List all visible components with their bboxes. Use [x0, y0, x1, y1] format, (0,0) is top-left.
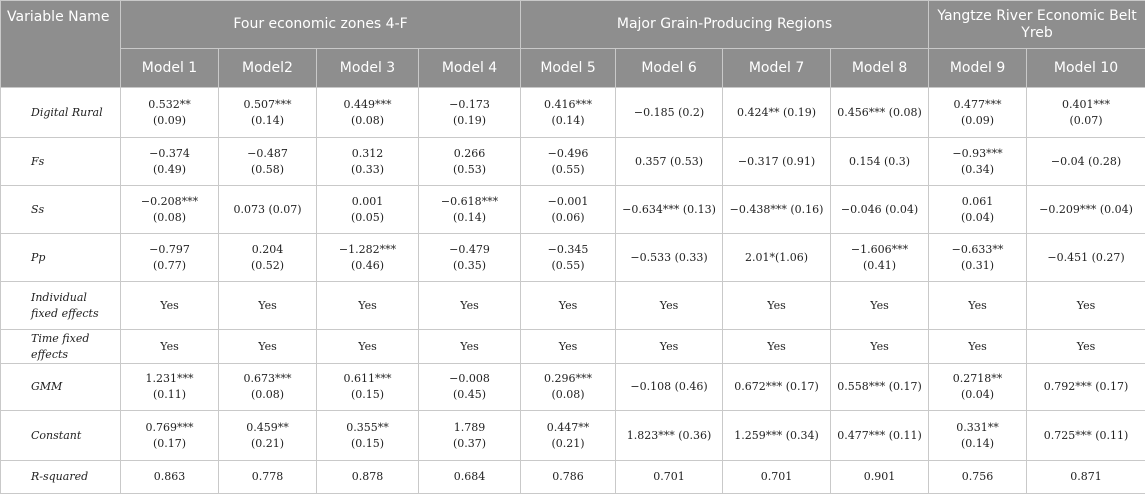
cell-value: 1.823*** (0.36) — [627, 429, 712, 442]
cell-value: 0.532** (0.09) — [148, 98, 191, 127]
cell-value: 0.312 (0.33) — [351, 147, 384, 176]
row-label — [1, 364, 121, 411]
cell-value: 1.259*** (0.34) — [734, 429, 819, 442]
table-cell — [317, 411, 419, 461]
cell-value: −0.208*** (0.08) — [141, 195, 198, 224]
cell-value: −0.185 (0.2) — [634, 106, 704, 119]
table-cell — [831, 138, 929, 186]
row-label-text: Digital Rural — [31, 105, 103, 121]
table-row — [1, 330, 1145, 364]
table-row — [1, 138, 1145, 186]
table-row — [1, 411, 1145, 461]
table-cell — [419, 88, 521, 138]
cell-value: 0.449*** (0.08) — [344, 98, 392, 127]
cell-value: 0.296*** (0.08) — [544, 372, 592, 401]
table-cell — [831, 186, 929, 234]
cell-value: 0.477*** (0.11) — [837, 429, 922, 442]
row-label-text: Individual fixed effects — [31, 290, 111, 322]
cell-value: 0.204 (0.52) — [251, 243, 284, 272]
row-label-text: GMM — [31, 379, 62, 395]
table-cell — [219, 330, 317, 364]
cell-value: Yes — [660, 299, 678, 312]
table-cell — [219, 234, 317, 282]
cell-value: 0.672*** (0.17) — [734, 380, 819, 393]
table-cell — [419, 186, 521, 234]
model-header: Model 3 — [317, 49, 419, 88]
cell-value: −0.04 (0.28) — [1051, 155, 1121, 168]
cell-value: −0.046 (0.04) — [841, 203, 918, 216]
cell-value: 2.01*(1.06) — [745, 251, 808, 264]
table-cell — [219, 88, 317, 138]
row-label-text: Fs — [31, 154, 44, 170]
row-label-text: Ss — [31, 202, 44, 218]
table-cell — [121, 282, 219, 330]
row-label — [1, 88, 121, 138]
cell-value: 0.684 — [454, 470, 486, 483]
table-cell — [419, 138, 521, 186]
model-header: Model 7 — [723, 49, 831, 88]
table-cell — [929, 138, 1027, 186]
cell-value: 0.357 (0.53) — [635, 155, 703, 168]
table-cell — [317, 364, 419, 411]
table-cell — [521, 138, 616, 186]
table-cell — [1027, 186, 1145, 234]
cell-value: −0.633** (0.31) — [952, 243, 1004, 272]
cell-value: 0.769*** (0.17) — [146, 421, 194, 450]
cell-value: 0.424** (0.19) — [737, 106, 816, 119]
table-cell — [219, 138, 317, 186]
table-cell — [929, 330, 1027, 364]
cell-value: 0.756 — [962, 470, 994, 483]
group-header-yangtze: Yangtze River Economic Belt Yreb — [929, 1, 1145, 49]
table-cell — [723, 138, 831, 186]
row-label — [1, 282, 121, 330]
table-cell — [521, 330, 616, 364]
table-cell — [616, 234, 723, 282]
cell-value: 0.901 — [864, 470, 896, 483]
table-cell — [616, 138, 723, 186]
table-cell — [723, 88, 831, 138]
table-cell — [521, 364, 616, 411]
table-cell — [616, 364, 723, 411]
model-header: Model 10 — [1027, 49, 1145, 88]
model-header: Model 8 — [831, 49, 929, 88]
cell-value: Yes — [559, 299, 577, 312]
cell-value: −0.451 (0.27) — [1047, 251, 1124, 264]
cell-value: −0.496 (0.55) — [548, 147, 589, 176]
table-row — [1, 282, 1145, 330]
table-cell — [1027, 411, 1145, 461]
cell-value: 0.477*** (0.09) — [954, 98, 1002, 127]
cell-value: 0.061 (0.04) — [961, 195, 994, 224]
table-cell — [419, 282, 521, 330]
table-cell — [929, 282, 1027, 330]
cell-value: 0.447** (0.21) — [547, 421, 590, 450]
cell-value: 0.701 — [653, 470, 685, 483]
variable-name-header: Variable Name — [1, 1, 121, 88]
table-body — [1, 88, 1145, 494]
cell-value: 0.459** (0.21) — [246, 421, 289, 450]
table-cell — [723, 282, 831, 330]
model-header: Model 5 — [521, 49, 616, 88]
table-cell — [219, 186, 317, 234]
cell-value: 0.355** (0.15) — [346, 421, 389, 450]
cell-value: Yes — [767, 299, 785, 312]
cell-value: Yes — [258, 299, 276, 312]
row-label — [1, 138, 121, 186]
table-cell — [616, 186, 723, 234]
cell-value: 0.2718** (0.04) — [953, 372, 1003, 401]
group-header-grain-regions: Major Grain-Producing Regions — [521, 1, 929, 49]
cell-value: Yes — [160, 340, 178, 353]
table-cell — [1027, 330, 1145, 364]
cell-value: 0.456*** (0.08) — [837, 106, 922, 119]
cell-value: 0.611*** (0.15) — [344, 372, 392, 401]
row-label-text: Constant — [31, 428, 81, 444]
cell-value: Yes — [767, 340, 785, 353]
table-cell — [419, 234, 521, 282]
header-group-row — [1, 1, 1145, 49]
cell-value: 0.863 — [154, 470, 186, 483]
table-cell — [121, 138, 219, 186]
table-cell — [419, 364, 521, 411]
table-cell — [616, 411, 723, 461]
cell-value: Yes — [870, 340, 888, 353]
cell-value: 0.401*** (0.07) — [1062, 98, 1110, 127]
cell-value: −0.797 (0.77) — [149, 243, 190, 272]
table-cell — [831, 364, 929, 411]
model-header: Model2 — [219, 49, 317, 88]
table-cell — [419, 411, 521, 461]
row-label-text: Time fixed effects — [31, 331, 111, 363]
cell-value: −0.487 (0.58) — [247, 147, 288, 176]
cell-value: 0.331** (0.14) — [956, 421, 999, 450]
cell-value: Yes — [358, 340, 376, 353]
table-cell — [1027, 88, 1145, 138]
cell-value: Yes — [258, 340, 276, 353]
cell-value: 0.778 — [252, 470, 284, 483]
cell-value: −0.533 (0.33) — [630, 251, 707, 264]
cell-value: 1.789 (0.37) — [453, 421, 486, 450]
table-cell — [121, 88, 219, 138]
cell-value: −0.001 (0.06) — [548, 195, 589, 224]
table-cell — [929, 364, 1027, 411]
table-cell — [1027, 234, 1145, 282]
table-cell — [317, 330, 419, 364]
cell-value: −0.173 (0.19) — [449, 98, 490, 127]
table-cell — [317, 282, 419, 330]
cell-value: −0.374 (0.49) — [149, 147, 190, 176]
table-header — [1, 1, 1145, 88]
cell-value: −0.209*** (0.04) — [1039, 203, 1133, 216]
table-cell — [723, 234, 831, 282]
header-model-row — [1, 49, 1145, 88]
table-cell — [723, 186, 831, 234]
table-cell — [219, 364, 317, 411]
model-header: Model 9 — [929, 49, 1027, 88]
cell-value: −0.317 (0.91) — [738, 155, 815, 168]
cell-value: 0.878 — [352, 470, 384, 483]
cell-value: Yes — [460, 340, 478, 353]
table-cell — [121, 330, 219, 364]
table-cell — [831, 330, 929, 364]
row-label — [1, 330, 121, 364]
cell-value: 0.416*** (0.14) — [544, 98, 592, 127]
cell-value: −0.438*** (0.16) — [730, 203, 824, 216]
table-cell — [616, 88, 723, 138]
table-cell — [521, 411, 616, 461]
table-cell — [317, 186, 419, 234]
cell-value: −0.479 (0.35) — [449, 243, 490, 272]
table-row — [1, 234, 1145, 282]
cell-value: 0.154 (0.3) — [849, 155, 910, 168]
table-cell — [616, 282, 723, 330]
cell-value: 0.786 — [552, 470, 584, 483]
table-cell — [521, 88, 616, 138]
row-label-text: R-squared — [31, 469, 88, 485]
table-row — [1, 364, 1145, 411]
group-header-four-zones: Four economic zones 4-F — [121, 1, 521, 49]
table-cell — [219, 282, 317, 330]
cell-value: 1.231*** (0.11) — [146, 372, 194, 401]
cell-value: 0.001 (0.05) — [351, 195, 384, 224]
table-cell — [831, 411, 929, 461]
table-cell — [929, 411, 1027, 461]
cell-value: Yes — [358, 299, 376, 312]
table-cell — [121, 186, 219, 234]
table-cell — [521, 282, 616, 330]
table-row — [1, 88, 1145, 138]
cell-value: 0.073 (0.07) — [233, 203, 301, 216]
table-cell — [929, 234, 1027, 282]
table-cell — [521, 234, 616, 282]
cell-value: Yes — [559, 340, 577, 353]
cell-value: 0.507*** (0.14) — [244, 98, 292, 127]
table-cell — [1027, 138, 1145, 186]
cell-value: −1.282*** (0.46) — [339, 243, 396, 272]
table-cell — [121, 234, 219, 282]
table-cell — [1027, 364, 1145, 411]
row-label-text: Pp — [31, 250, 45, 266]
table-cell — [831, 282, 929, 330]
row-label — [1, 234, 121, 282]
row-label — [1, 186, 121, 234]
cell-value: 0.871 — [1070, 470, 1102, 483]
cell-value: Yes — [1077, 340, 1095, 353]
table-cell — [723, 330, 831, 364]
cell-value: −0.345 (0.55) — [548, 243, 589, 272]
cell-value: 0.673*** (0.08) — [244, 372, 292, 401]
table-cell — [121, 364, 219, 411]
table-cell — [317, 138, 419, 186]
cell-value: 0.725*** (0.11) — [1044, 429, 1129, 442]
cell-value: −0.618*** (0.14) — [441, 195, 498, 224]
cell-value: Yes — [870, 299, 888, 312]
table-cell — [419, 330, 521, 364]
cell-value: 0.558*** (0.17) — [837, 380, 922, 393]
cell-value: −0.634*** (0.13) — [622, 203, 716, 216]
row-label — [1, 411, 121, 461]
cell-value: −1.606*** (0.41) — [851, 243, 908, 272]
table-cell — [929, 88, 1027, 138]
cell-value: Yes — [968, 340, 986, 353]
table-cell — [121, 411, 219, 461]
table-cell — [831, 234, 929, 282]
cell-value: 0.792*** (0.17) — [1044, 380, 1129, 393]
table-cell — [831, 88, 929, 138]
cell-value: Yes — [1077, 299, 1095, 312]
table-cell — [317, 234, 419, 282]
cell-value: −0.93*** (0.34) — [952, 147, 1002, 176]
cell-value: −0.008 (0.45) — [449, 372, 490, 401]
cell-value: Yes — [660, 340, 678, 353]
model-header: Model 6 — [616, 49, 723, 88]
table-cell — [219, 411, 317, 461]
table-cell — [1027, 282, 1145, 330]
cell-value: Yes — [160, 299, 178, 312]
cell-value: 0.701 — [761, 470, 793, 483]
model-header: Model 1 — [121, 49, 219, 88]
table-cell — [521, 186, 616, 234]
cell-value: −0.108 (0.46) — [630, 380, 707, 393]
table-cell — [723, 411, 831, 461]
table-cell — [616, 330, 723, 364]
cell-value: 0.266 (0.53) — [453, 147, 486, 176]
model-header: Model 4 — [419, 49, 521, 88]
table-cell — [317, 88, 419, 138]
cell-value: Yes — [460, 299, 478, 312]
table-row — [1, 186, 1145, 234]
cell-value: Yes — [968, 299, 986, 312]
table-cell — [723, 364, 831, 411]
table-cell — [929, 186, 1027, 234]
